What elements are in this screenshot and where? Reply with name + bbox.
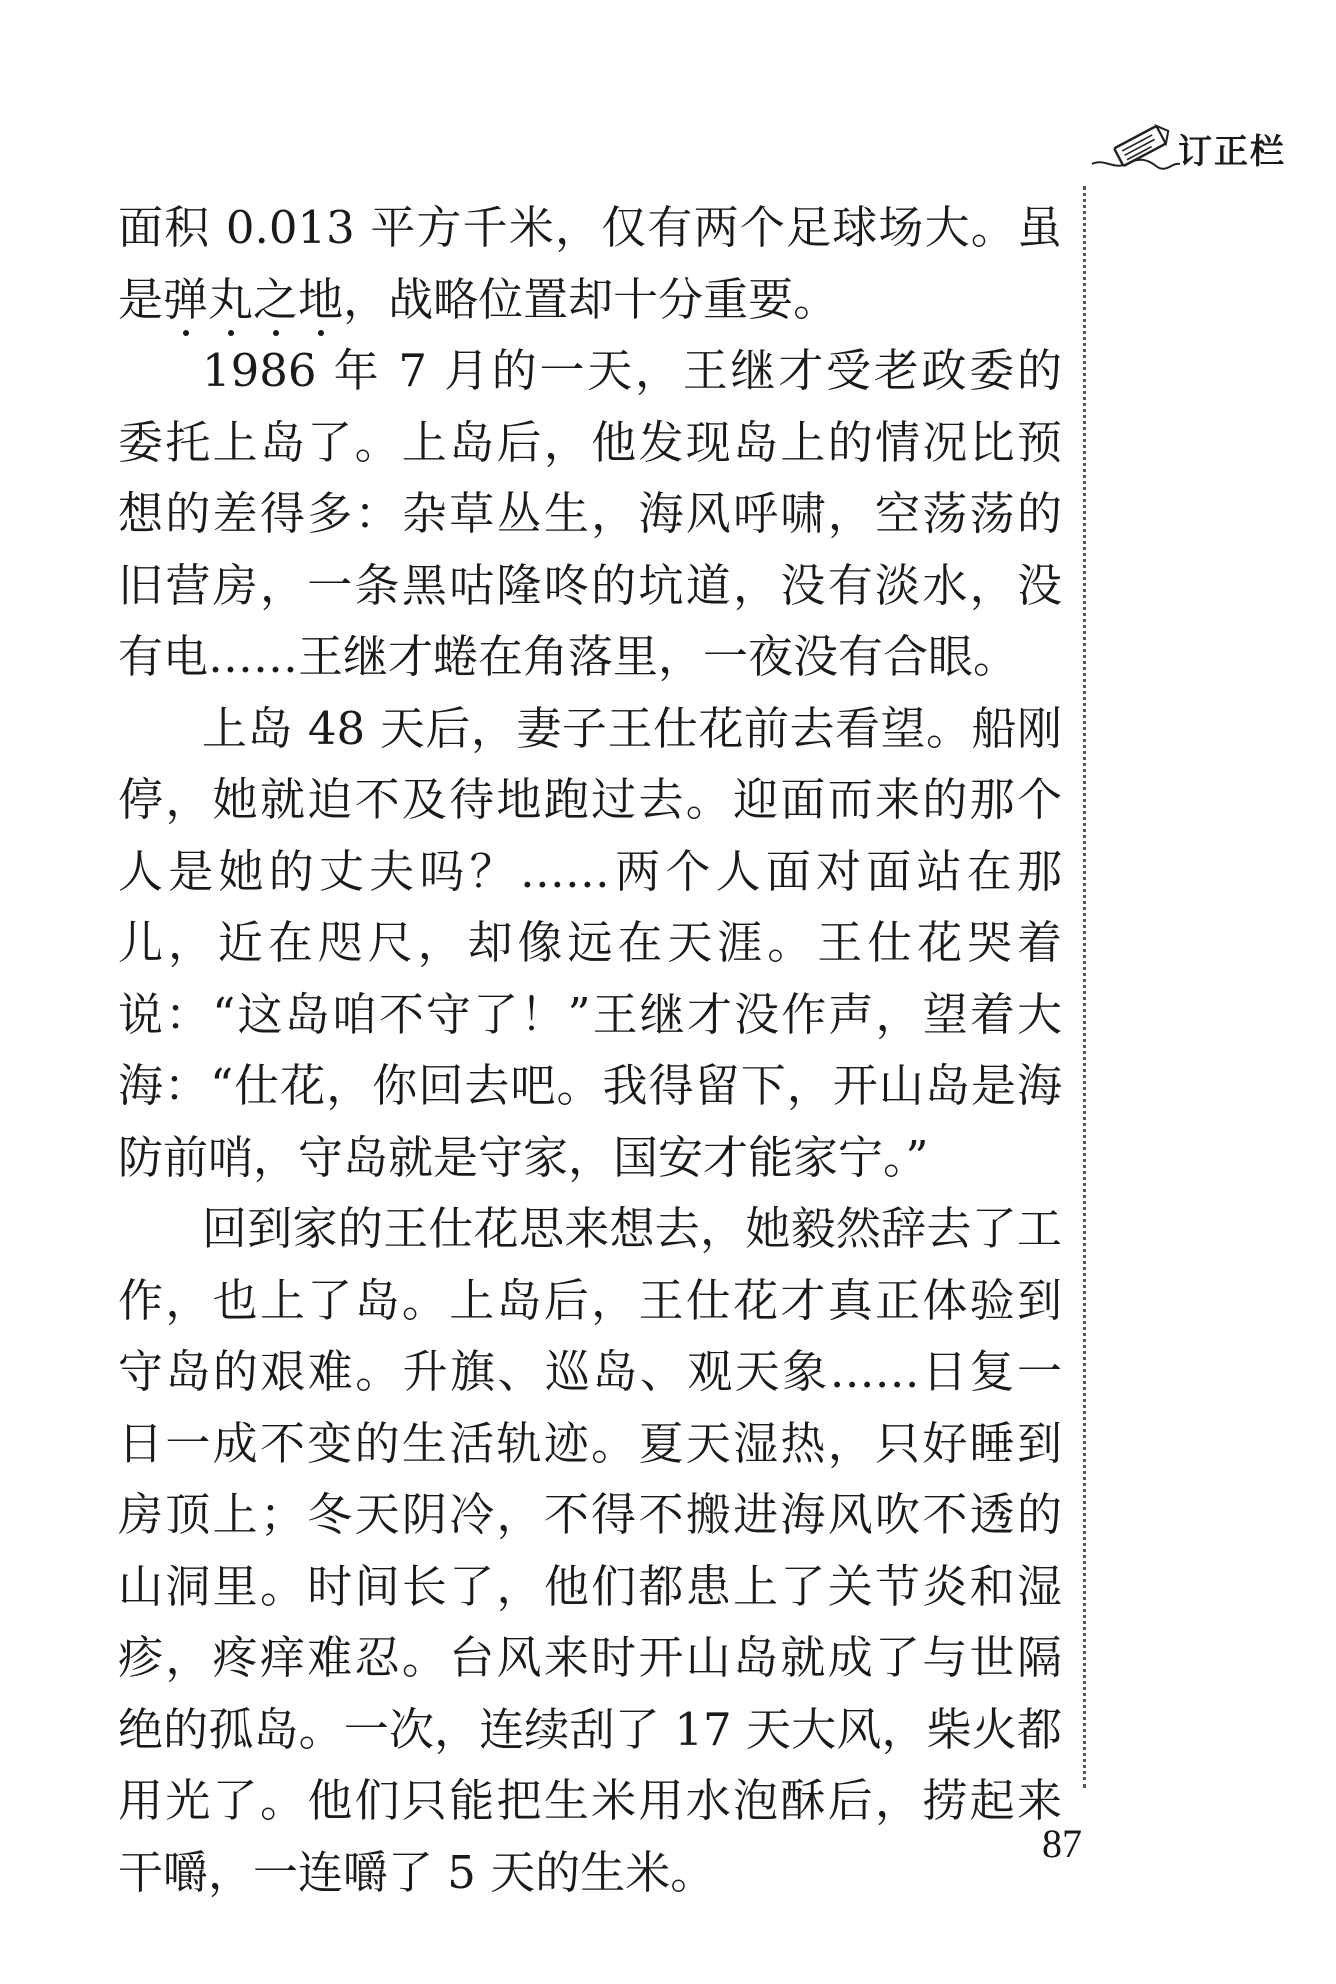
paragraph [118,192,1062,335]
text-run: 回到家的王仕花思来想去，她毅然辞去了工作，也上了岛。上岛后，王仕花才真正体验到守岛的艰难。升旗、巡岛、观天象……日复一日一成不变的生活轨迹。夏天湿热，只好睡到房顶上；冬天阴冷，不得不搬进海风吹不透的山洞里。时间长了，他们都患上了关节炎和湿疹，疼痒难忍。台风来时开山岛就成了与世隔绝的孤岛。一次，连续刮了 17 天大风，柴火都用光了。他们只能把生米用水泡酥后，捞起来干嚼，一连嚼了 5 天的生米。 [118,1202,1062,1899]
paragraph [118,693,1062,1194]
emphasized-phrase: 弹丸之地 [163,272,344,326]
correction-column-header [1090,120,1310,180]
text-run: 上岛 48 天后，妻子王仕花前去看望。船刚停，她就迫不及待地跑过去。迎面而来的那个人是她的丈夫吗？……两个人面对面站在那儿，近在咫尺，却像远在天涯。王仕花哭着说：“这岛咱不守了！”王继才没作声，望着大海：“仕花，你回去吧。我得留下，开山岛是海防前哨，守岛就是守家，国安才能家宁。” [118,701,1062,1184]
body-text [118,192,1062,1908]
text-run: 面积 0.013 平方千米，仅有两个足球场大。虽是 [118,201,1062,326]
paragraph [118,1193,1062,1908]
pencil-note-icon [1090,120,1180,180]
paragraph [118,335,1062,693]
text-run: 1986 年 7 月的一天，王继才受老政委的委托上岛了。上岛后，他发现岛上的情况比预想的差得多：杂草丛生，海风呼啸，空荡荡的旧营房，一条黑咕隆咚的坑道，没有淡水，没有电……王继才蜷在角落里，一夜没有合眼。 [118,344,1062,683]
dotted-divider [1083,186,1086,1788]
page-number: 87 [1042,1821,1082,1866]
sidebar-title: 订正栏 [1178,132,1286,172]
text-run: ，战略位置却十分重要。 [343,272,839,326]
